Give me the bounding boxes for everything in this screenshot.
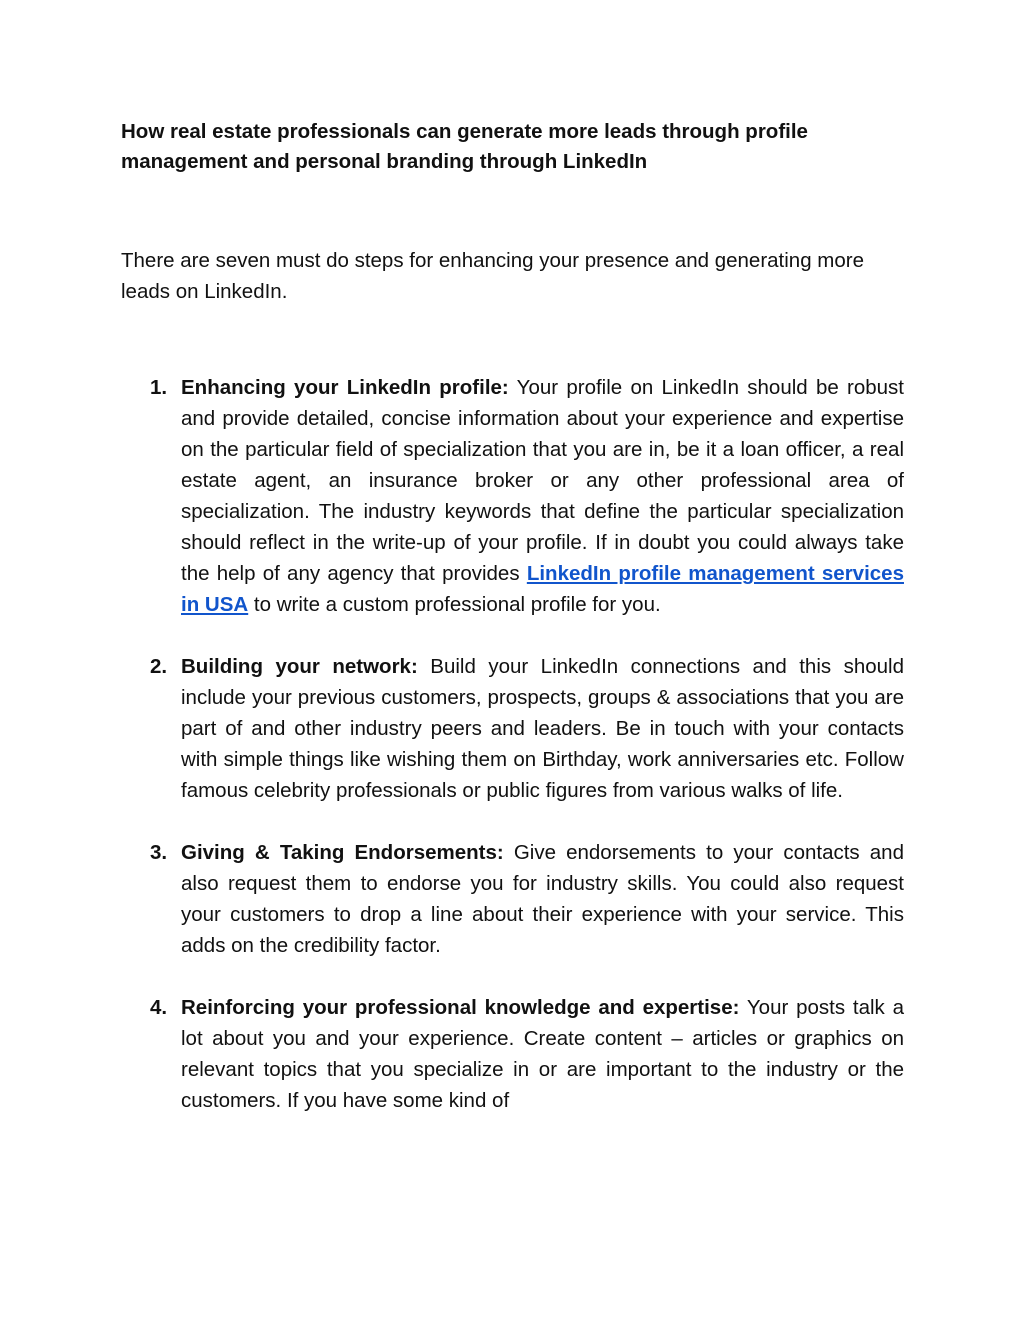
- item-body: Your posts talk a lot about you and your experience. Create content – articles or graphics on relevant topics that you specialize in or are important to the industry or the customers. If you have some kind of: [181, 996, 904, 1112]
- item-body: Give endorsements to your contacts and also request them to endorse you for industry skills. You could also request your customers to drop a line about their experience with your service. This adds on the credibility factor.: [181, 841, 904, 957]
- item-heading: Giving & Taking Endorsements:: [181, 841, 504, 864]
- list-item: [121, 651, 904, 806]
- list-item: [121, 837, 904, 961]
- list-item: [121, 372, 904, 620]
- item-heading: Enhancing your LinkedIn profile:: [181, 376, 509, 399]
- item-heading: Building your network:: [181, 655, 418, 678]
- item-body-continued: to write a custom professional profile for you.: [253, 593, 661, 616]
- steps-list: [121, 372, 904, 1147]
- item-number: 1.: [150, 376, 168, 399]
- document-title: How real estate professionals can generate more leads through profile management and personal branding through LinkedIn: [121, 120, 808, 173]
- item-number: 3.: [150, 841, 168, 864]
- intro-paragraph: There are seven must do steps for enhancing your presence and generating more leads on LinkedIn.: [121, 249, 864, 303]
- linkedin-services-link[interactable]: LinkedIn profile management services in USA: [181, 562, 904, 616]
- item-number: 2.: [150, 655, 168, 678]
- item-number: 4.: [150, 996, 168, 1019]
- item-body: Your profile on LinkedIn should be robust and provide detailed, concise information about your experience and expertise on the particular field of specialization that you are in, be it a loan officer, a real estate agent, an insurance broker or any other professional area of specialization. The industry keywords that define the particular specialization should reflect in the write-up of your profile. If in doubt you could always take the help of any agency that provides: [181, 376, 904, 585]
- item-body: Build your LinkedIn connections and this should include your previous customers, prospects, groups & associations that you are part of and other industry peers and leaders. Be in touch with your contacts with simple things like wishing them on Birthday, work anniversaries etc. Follow famous celebrity professionals or public figures from various walks of life.: [181, 655, 905, 802]
- item-heading: Reinforcing your professional knowledge and expertise:: [181, 996, 740, 1019]
- list-item: [121, 992, 904, 1116]
